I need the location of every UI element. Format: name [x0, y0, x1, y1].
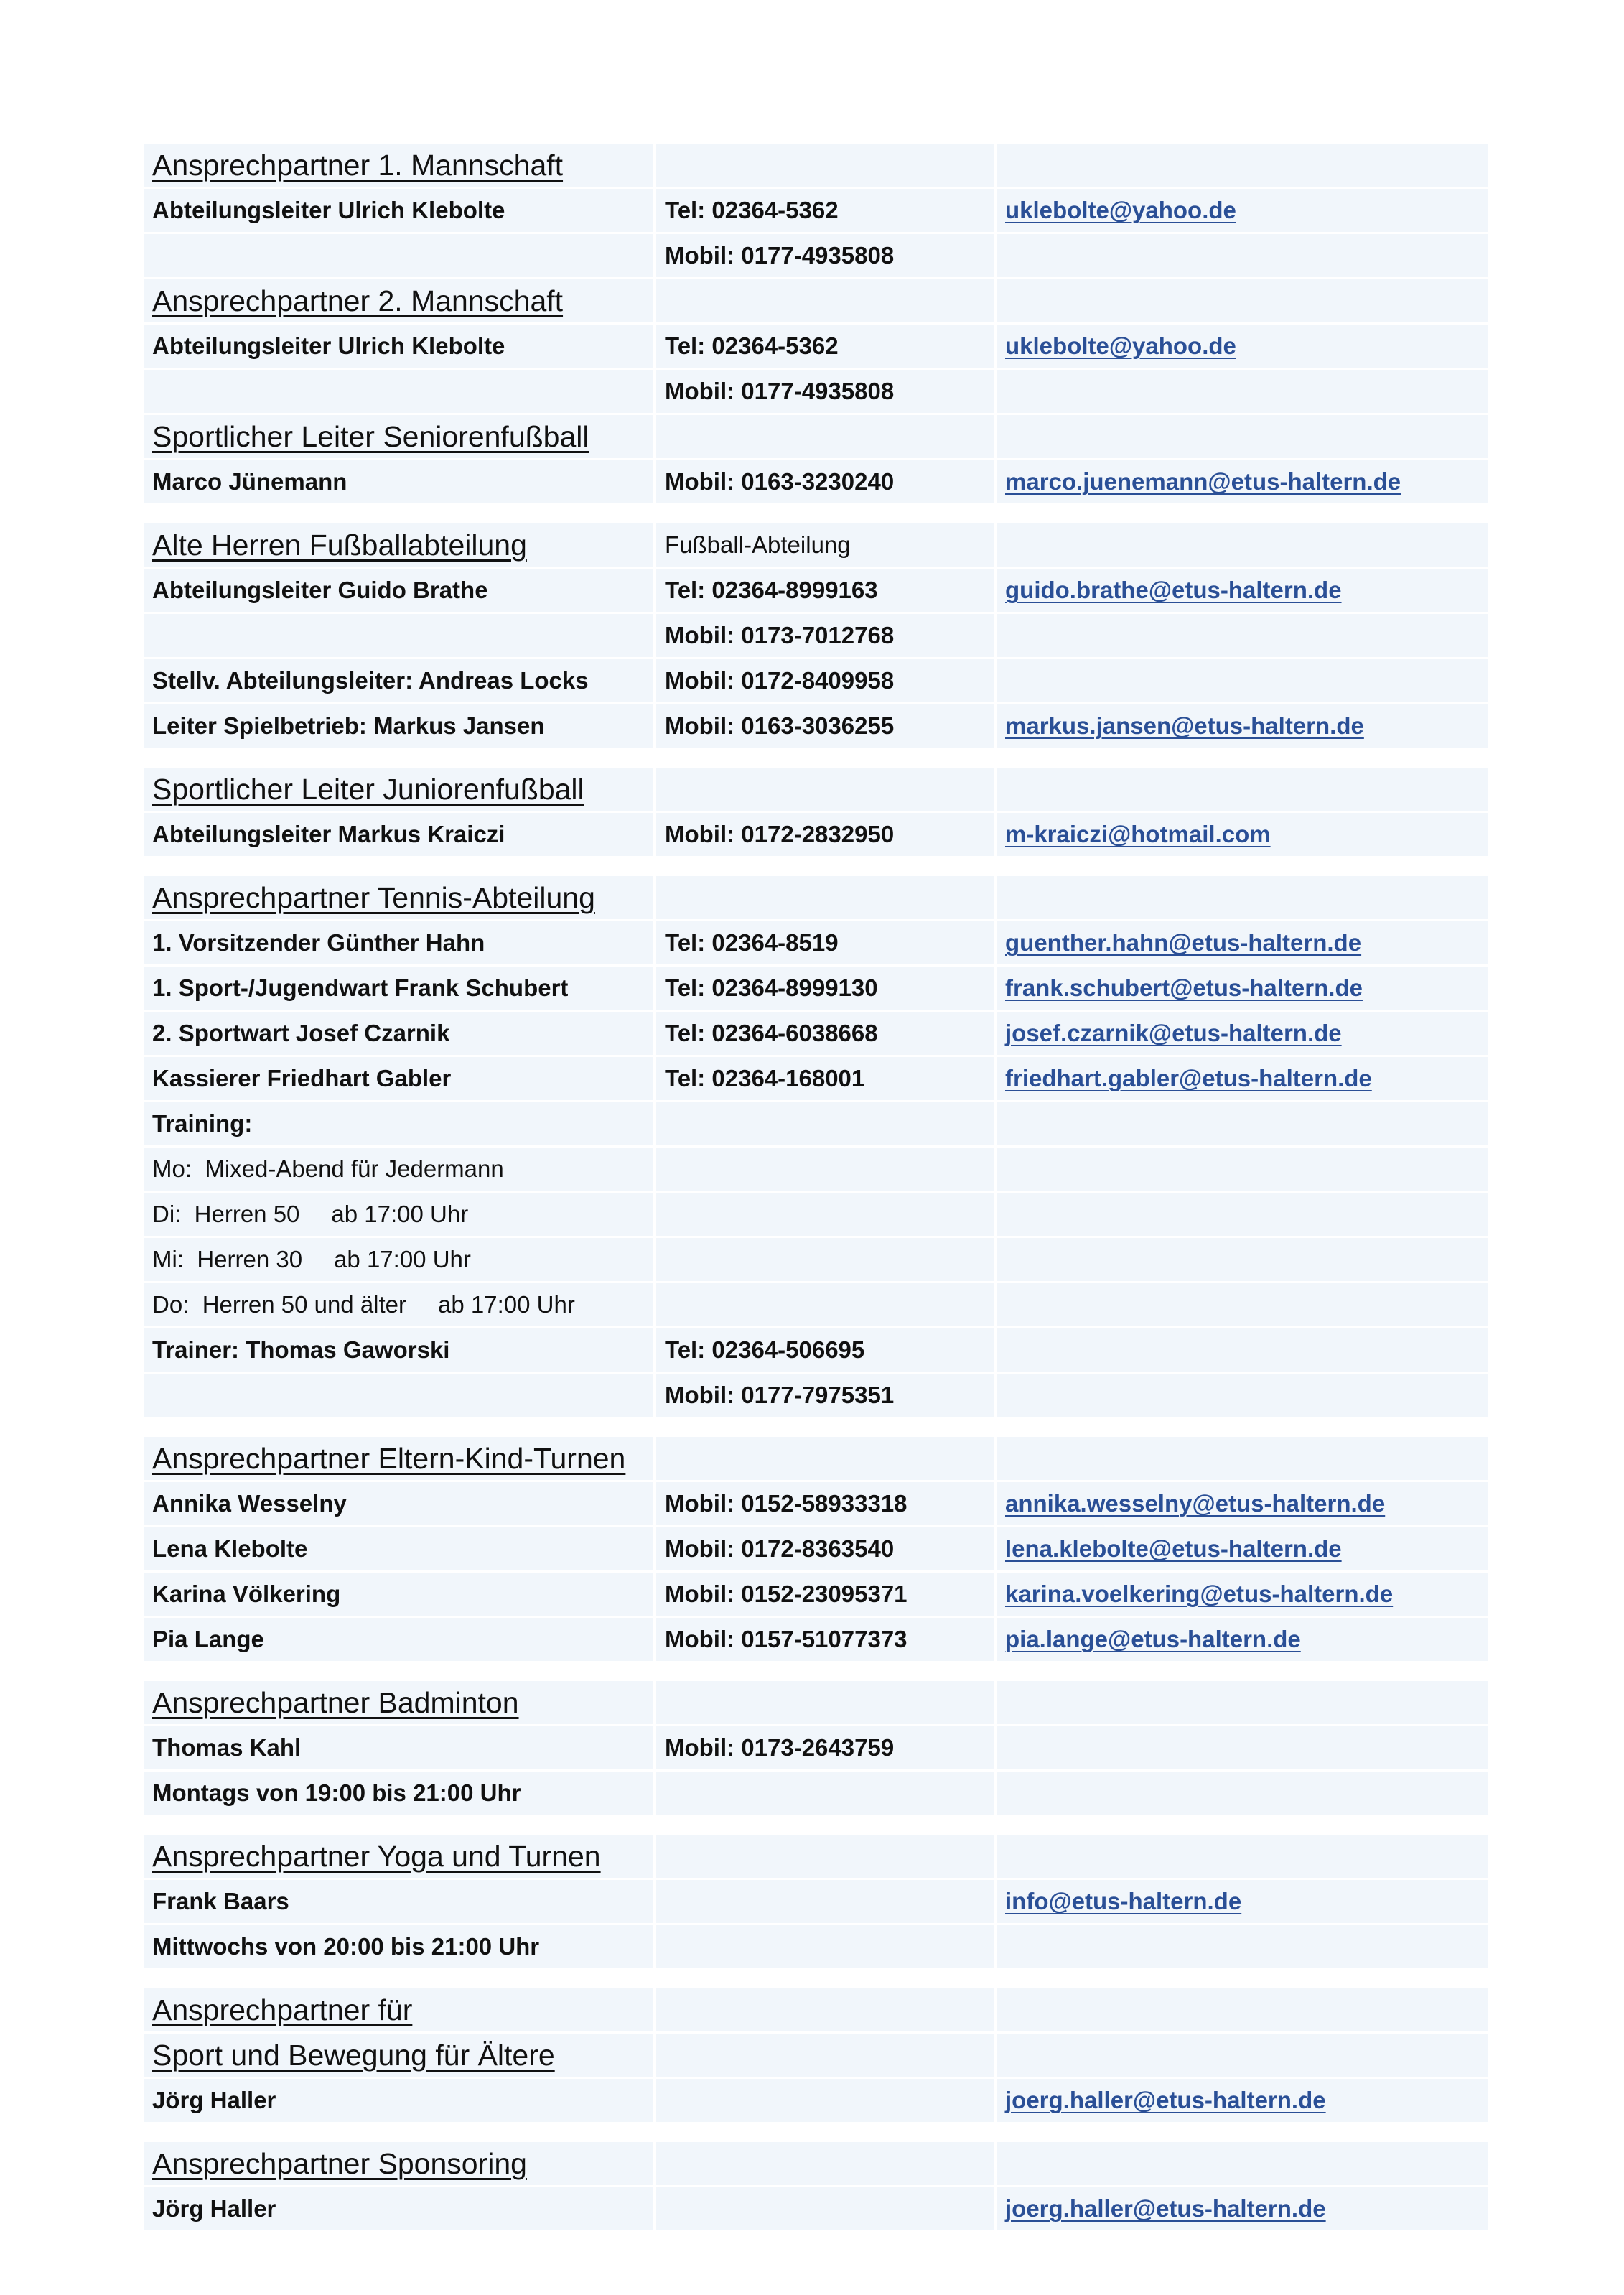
- contact-row: [144, 2185, 1488, 2230]
- phone-cell: [656, 2142, 997, 2185]
- contact-row: [144, 1480, 1488, 1525]
- email-cell: [997, 967, 1488, 1010]
- contact-row: [144, 1616, 1488, 1661]
- section-title: Ansprechpartner für: [152, 1993, 413, 2026]
- phone-cell: [656, 1238, 997, 1281]
- section-heading-row: [144, 1988, 1488, 2031]
- contact-section: [144, 1437, 1488, 1661]
- name-cell: [144, 234, 656, 277]
- phone-cell: [656, 876, 997, 919]
- phone-cell: [656, 614, 997, 657]
- contact-section: [144, 1988, 1488, 2122]
- contact-name: Mi: Herren 30: [152, 1246, 303, 1272]
- contact-row: [144, 1055, 1488, 1100]
- name-cell: [144, 1618, 656, 1661]
- email-cell: [997, 1012, 1488, 1055]
- contact-name: Marco Jünemann: [152, 468, 347, 495]
- phone-cell: [656, 279, 997, 322]
- phone-cell: [656, 1681, 997, 1724]
- contact-row: [144, 1878, 1488, 1923]
- phone-number: Mobil: 0172-8409958: [665, 667, 895, 694]
- phone-cell: [656, 1193, 997, 1236]
- email-cell: [997, 1880, 1488, 1923]
- training-time: ab 17:00 Uhr: [438, 1291, 575, 1318]
- contact-name: Mittwochs von 20:00 bis 21:00 Uhr: [152, 1933, 540, 1960]
- name-cell: [144, 415, 656, 458]
- contact-row: [144, 232, 1488, 277]
- email-link[interactable]: pia.lange@etus-haltern.de: [1005, 1626, 1301, 1652]
- phone-number: Tel: 02364-5362: [665, 197, 839, 223]
- email-cell: [997, 189, 1488, 232]
- contact-name: Karina Völkering: [152, 1581, 341, 1607]
- contact-row: [144, 567, 1488, 612]
- contact-name: Leiter Spielbetrieb: Markus Jansen: [152, 712, 545, 739]
- section-title: Ansprechpartner Tennis-Abteilung: [152, 880, 595, 914]
- name-cell: [144, 2079, 656, 2122]
- section-title: Alte Herren Fußballabteilung: [152, 528, 527, 562]
- contact-row: [144, 1191, 1488, 1236]
- email-cell: [997, 813, 1488, 856]
- email-cell: [997, 1102, 1488, 1145]
- phone-cell: [656, 523, 997, 567]
- phone-cell: [656, 1772, 997, 1815]
- phone-number: Mobil: 0172-8363540: [665, 1535, 895, 1562]
- name-cell: [144, 1437, 656, 1480]
- contact-name: Jörg Haller: [152, 2087, 276, 2113]
- contact-name: Lena Klebolte: [152, 1535, 308, 1562]
- contact-row: [144, 1281, 1488, 1326]
- contact-section: [144, 876, 1488, 1417]
- email-cell: [997, 2142, 1488, 2185]
- phone-number: Mobil: 0177-4935808: [665, 242, 895, 269]
- phone-cell: [656, 1880, 997, 1923]
- phone-cell: [656, 1328, 997, 1372]
- section-title: Ansprechpartner Badminton: [152, 1685, 519, 1719]
- phone-number: Tel: 02364-6038668: [665, 1020, 878, 1046]
- contact-row: [144, 919, 1488, 964]
- email-cell: [997, 1681, 1488, 1724]
- name-cell: [144, 1681, 656, 1724]
- email-cell: [997, 1148, 1488, 1191]
- phone-number: Mobil: 0173-2643759: [665, 1734, 895, 1761]
- email-link[interactable]: guenther.hahn@etus-haltern.de: [1005, 929, 1362, 956]
- email-cell: [997, 234, 1488, 277]
- contact-sheet: [144, 144, 1488, 2250]
- email-cell: [997, 704, 1488, 748]
- email-cell: [997, 1835, 1488, 1878]
- phone-cell: [656, 1012, 997, 1055]
- email-cell: [997, 1573, 1488, 1616]
- email-cell: [997, 1925, 1488, 1968]
- contact-section: [144, 1681, 1488, 1815]
- email-link[interactable]: joerg.haller@etus-haltern.de: [1005, 2195, 1326, 2222]
- name-cell: [144, 1726, 656, 1769]
- phone-cell: [656, 768, 997, 811]
- phone-number: Mobil: 0177-7975351: [665, 1382, 895, 1408]
- contact-row: [144, 1326, 1488, 1372]
- phone-number: Tel: 02364-8999130: [665, 974, 878, 1001]
- email-cell: [997, 569, 1488, 612]
- phone-number: Mobil: 0163-3036255: [665, 712, 895, 739]
- phone-cell: [656, 1527, 997, 1570]
- email-cell: [997, 659, 1488, 702]
- contact-name: Do: Herren 50 und älter: [152, 1291, 407, 1318]
- email-cell: [997, 1437, 1488, 1480]
- phone-cell: [656, 1618, 997, 1661]
- email-cell: [997, 921, 1488, 964]
- email-cell: [997, 1772, 1488, 1815]
- phone-number: Mobil: 0177-4935808: [665, 378, 895, 404]
- contact-name: Mo: Mixed-Abend für Jedermann: [152, 1155, 504, 1182]
- contact-section: [144, 144, 1488, 503]
- contact-name: 1. Vorsitzender Günther Hahn: [152, 929, 485, 956]
- contact-row: [144, 2077, 1488, 2122]
- contact-row: [144, 657, 1488, 702]
- email-link[interactable]: frank.schubert@etus-haltern.de: [1005, 974, 1363, 1001]
- email-link[interactable]: markus.jansen@etus-haltern.de: [1005, 712, 1364, 739]
- email-cell: [997, 1726, 1488, 1769]
- contact-row: [144, 1724, 1488, 1769]
- contact-name: Thomas Kahl: [152, 1734, 302, 1761]
- section-heading-row: [144, 876, 1488, 919]
- email-cell: [997, 1238, 1488, 1281]
- name-cell: [144, 1573, 656, 1616]
- name-cell: [144, 279, 656, 322]
- phone-cell: [656, 1148, 997, 1191]
- name-cell: [144, 523, 656, 567]
- section-heading-row: [144, 413, 1488, 458]
- name-cell: [144, 1925, 656, 1968]
- name-cell: [144, 1012, 656, 1055]
- email-link[interactable]: guido.brathe@etus-haltern.de: [1005, 577, 1342, 603]
- phone-cell: [656, 813, 997, 856]
- phone-cell: [656, 189, 997, 232]
- contact-row: [144, 187, 1488, 232]
- email-cell: [997, 1283, 1488, 1326]
- email-cell: [997, 523, 1488, 567]
- email-link[interactable]: marco.juenemann@etus-haltern.de: [1005, 468, 1401, 495]
- phone-cell: [656, 1925, 997, 1968]
- email-link[interactable]: m-kraiczi@hotmail.com: [1005, 821, 1271, 847]
- phone-cell: [656, 1988, 997, 2031]
- contact-row: [144, 1525, 1488, 1570]
- name-cell: [144, 1193, 656, 1236]
- email-cell: [997, 325, 1488, 368]
- contact-name: Pia Lange: [152, 1626, 264, 1652]
- name-cell: [144, 2187, 656, 2230]
- email-link[interactable]: info@etus-haltern.de: [1005, 1888, 1242, 1914]
- email-link[interactable]: karina.voelkering@etus-haltern.de: [1005, 1581, 1394, 1607]
- phone-number: Fußball-Abteilung: [665, 531, 851, 558]
- email-cell: [997, 1527, 1488, 1570]
- section-heading-row: [144, 2031, 1488, 2077]
- email-cell: [997, 876, 1488, 919]
- contact-name: Annika Wesselny: [152, 1490, 347, 1517]
- name-cell: [144, 967, 656, 1010]
- email-cell: [997, 1328, 1488, 1372]
- name-cell: [144, 1148, 656, 1191]
- phone-cell: [656, 704, 997, 748]
- email-cell: [997, 1988, 1488, 2031]
- section-heading-row: [144, 277, 1488, 322]
- name-cell: [144, 876, 656, 919]
- email-cell: [997, 460, 1488, 503]
- name-cell: [144, 1283, 656, 1326]
- phone-number: Mobil: 0173-7012768: [665, 622, 895, 648]
- section-heading-row: [144, 768, 1488, 811]
- contact-name: Di: Herren 50: [152, 1201, 300, 1227]
- email-link[interactable]: uklebolte@yahoo.de: [1005, 332, 1236, 359]
- section-heading-row: [144, 1437, 1488, 1480]
- phone-cell: [656, 1835, 997, 1878]
- phone-number: Tel: 02364-8519: [665, 929, 839, 956]
- section-title: Ansprechpartner 1. Mannschaft: [152, 148, 564, 182]
- name-cell: [144, 659, 656, 702]
- name-cell: [144, 1772, 656, 1815]
- phone-number: Tel: 02364-8999163: [665, 577, 878, 603]
- name-cell: [144, 2034, 656, 2077]
- contact-row: [144, 964, 1488, 1010]
- email-cell: [997, 370, 1488, 413]
- email-link[interactable]: annika.wesselny@etus-haltern.de: [1005, 1490, 1386, 1517]
- phone-cell: [656, 1482, 997, 1525]
- phone-cell: [656, 1283, 997, 1326]
- phone-cell: [656, 2034, 997, 2077]
- phone-cell: [656, 2187, 997, 2230]
- phone-number: Mobil: 0152-23095371: [665, 1581, 907, 1607]
- email-cell: [997, 1193, 1488, 1236]
- contact-row: [144, 1769, 1488, 1815]
- name-cell: [144, 144, 656, 187]
- contact-row: [144, 1236, 1488, 1281]
- name-cell: [144, 1482, 656, 1525]
- name-cell: [144, 2142, 656, 2185]
- name-cell: [144, 1835, 656, 1878]
- name-cell: [144, 569, 656, 612]
- contact-row: [144, 1145, 1488, 1191]
- phone-cell: [656, 569, 997, 612]
- contact-row: [144, 811, 1488, 856]
- phone-cell: [656, 460, 997, 503]
- training-time: ab 17:00 Uhr: [331, 1201, 469, 1227]
- contact-row: [144, 1100, 1488, 1145]
- email-cell: [997, 2034, 1488, 2077]
- name-cell: [144, 614, 656, 657]
- contact-row: [144, 702, 1488, 748]
- section-title: Ansprechpartner Sponsoring: [152, 2146, 527, 2180]
- name-cell: [144, 1988, 656, 2031]
- phone-cell: [656, 1437, 997, 1480]
- name-cell: [144, 768, 656, 811]
- contact-row: [144, 1372, 1488, 1417]
- phone-cell: [656, 144, 997, 187]
- email-cell: [997, 614, 1488, 657]
- contact-name: Abteilungsleiter Ulrich Klebolte: [152, 197, 505, 223]
- phone-cell: [656, 1573, 997, 1616]
- email-link[interactable]: lena.klebolte@etus-haltern.de: [1005, 1535, 1342, 1562]
- phone-number: Mobil: 0163-3230240: [665, 468, 895, 495]
- phone-cell: [656, 1374, 997, 1417]
- contact-name: Montags von 19:00 bis 21:00 Uhr: [152, 1779, 521, 1806]
- section-heading-row: [144, 144, 1488, 187]
- email-link[interactable]: josef.czarnik@etus-haltern.de: [1005, 1020, 1342, 1046]
- phone-cell: [656, 1057, 997, 1100]
- email-cell: [997, 1057, 1488, 1100]
- name-cell: [144, 1057, 656, 1100]
- section-title: Sportlicher Leiter Juniorenfußball: [152, 772, 584, 806]
- email-cell: [997, 144, 1488, 187]
- email-cell: [997, 2079, 1488, 2122]
- phone-cell: [656, 1102, 997, 1145]
- phone-cell: [656, 2079, 997, 2122]
- contact-row: [144, 1923, 1488, 1968]
- name-cell: [144, 704, 656, 748]
- phone-cell: [656, 370, 997, 413]
- phone-cell: [656, 234, 997, 277]
- phone-cell: [656, 1726, 997, 1769]
- section-title: Ansprechpartner Eltern-Kind-Turnen: [152, 1441, 626, 1475]
- phone-number: Tel: 02364-168001: [665, 1065, 865, 1091]
- name-cell: [144, 1102, 656, 1145]
- phone-cell: [656, 325, 997, 368]
- contact-name: Jörg Haller: [152, 2195, 276, 2222]
- email-cell: [997, 768, 1488, 811]
- contact-name: Stellv. Abteilungsleiter: Andreas Locks: [152, 667, 589, 694]
- contact-name: 1. Sport-/Jugendwart Frank Schubert: [152, 974, 569, 1001]
- phone-cell: [656, 921, 997, 964]
- contact-row: [144, 1010, 1488, 1055]
- section-title: Ansprechpartner 2. Mannschaft: [152, 284, 564, 317]
- email-link[interactable]: friedhart.gabler@etus-haltern.de: [1005, 1065, 1372, 1091]
- training-time: ab 17:00 Uhr: [334, 1246, 471, 1272]
- contact-name: Trainer: Thomas Gaworski: [152, 1336, 450, 1363]
- email-cell: [997, 1374, 1488, 1417]
- phone-number: Tel: 02364-5362: [665, 332, 839, 359]
- contact-name: Training:: [152, 1110, 253, 1137]
- contact-name: Abteilungsleiter Ulrich Klebolte: [152, 332, 505, 359]
- email-cell: [997, 2187, 1488, 2230]
- name-cell: [144, 921, 656, 964]
- contact-row: [144, 458, 1488, 503]
- name-cell: [144, 189, 656, 232]
- email-cell: [997, 1618, 1488, 1661]
- name-cell: [144, 1527, 656, 1570]
- section-heading-row: [144, 2142, 1488, 2185]
- contact-section: [144, 768, 1488, 856]
- name-cell: [144, 1328, 656, 1372]
- phone-cell: [656, 967, 997, 1010]
- email-link[interactable]: joerg.haller@etus-haltern.de: [1005, 2087, 1326, 2113]
- phone-number: Mobil: 0157-51077373: [665, 1626, 907, 1652]
- email-link[interactable]: uklebolte@yahoo.de: [1005, 197, 1236, 223]
- name-cell: [144, 1880, 656, 1923]
- section-title: Ansprechpartner Yoga und Turnen: [152, 1839, 601, 1873]
- phone-number: Mobil: 0172-2832950: [665, 821, 895, 847]
- email-cell: [997, 415, 1488, 458]
- contact-name: 2. Sportwart Josef Czarnik: [152, 1020, 450, 1046]
- name-cell: [144, 1374, 656, 1417]
- email-cell: [997, 279, 1488, 322]
- phone-cell: [656, 659, 997, 702]
- contact-section: [144, 523, 1488, 748]
- section-heading-row: [144, 1835, 1488, 1878]
- contact-name: Abteilungsleiter Guido Brathe: [152, 577, 488, 603]
- contact-name: Kassierer Friedhart Gabler: [152, 1065, 452, 1091]
- name-cell: [144, 325, 656, 368]
- contact-section: [144, 2142, 1488, 2230]
- phone-number: Tel: 02364-506695: [665, 1336, 865, 1363]
- section-title: Sportlicher Leiter Seniorenfußball: [152, 419, 589, 453]
- contact-row: [144, 322, 1488, 368]
- contact-name: Abteilungsleiter Markus Kraiczi: [152, 821, 505, 847]
- contact-row: [144, 368, 1488, 413]
- email-cell: [997, 1482, 1488, 1525]
- name-cell: [144, 460, 656, 503]
- section-title: Sport und Bewegung für Ältere: [152, 2038, 555, 2072]
- name-cell: [144, 813, 656, 856]
- phone-number: Mobil: 0152-58933318: [665, 1490, 907, 1517]
- name-cell: [144, 370, 656, 413]
- section-heading-row: [144, 523, 1488, 567]
- contact-section: [144, 1835, 1488, 1968]
- contact-name: Frank Baars: [152, 1888, 289, 1914]
- contact-row: [144, 612, 1488, 657]
- phone-cell: [656, 415, 997, 458]
- contact-row: [144, 1570, 1488, 1616]
- name-cell: [144, 1238, 656, 1281]
- section-heading-row: [144, 1681, 1488, 1724]
